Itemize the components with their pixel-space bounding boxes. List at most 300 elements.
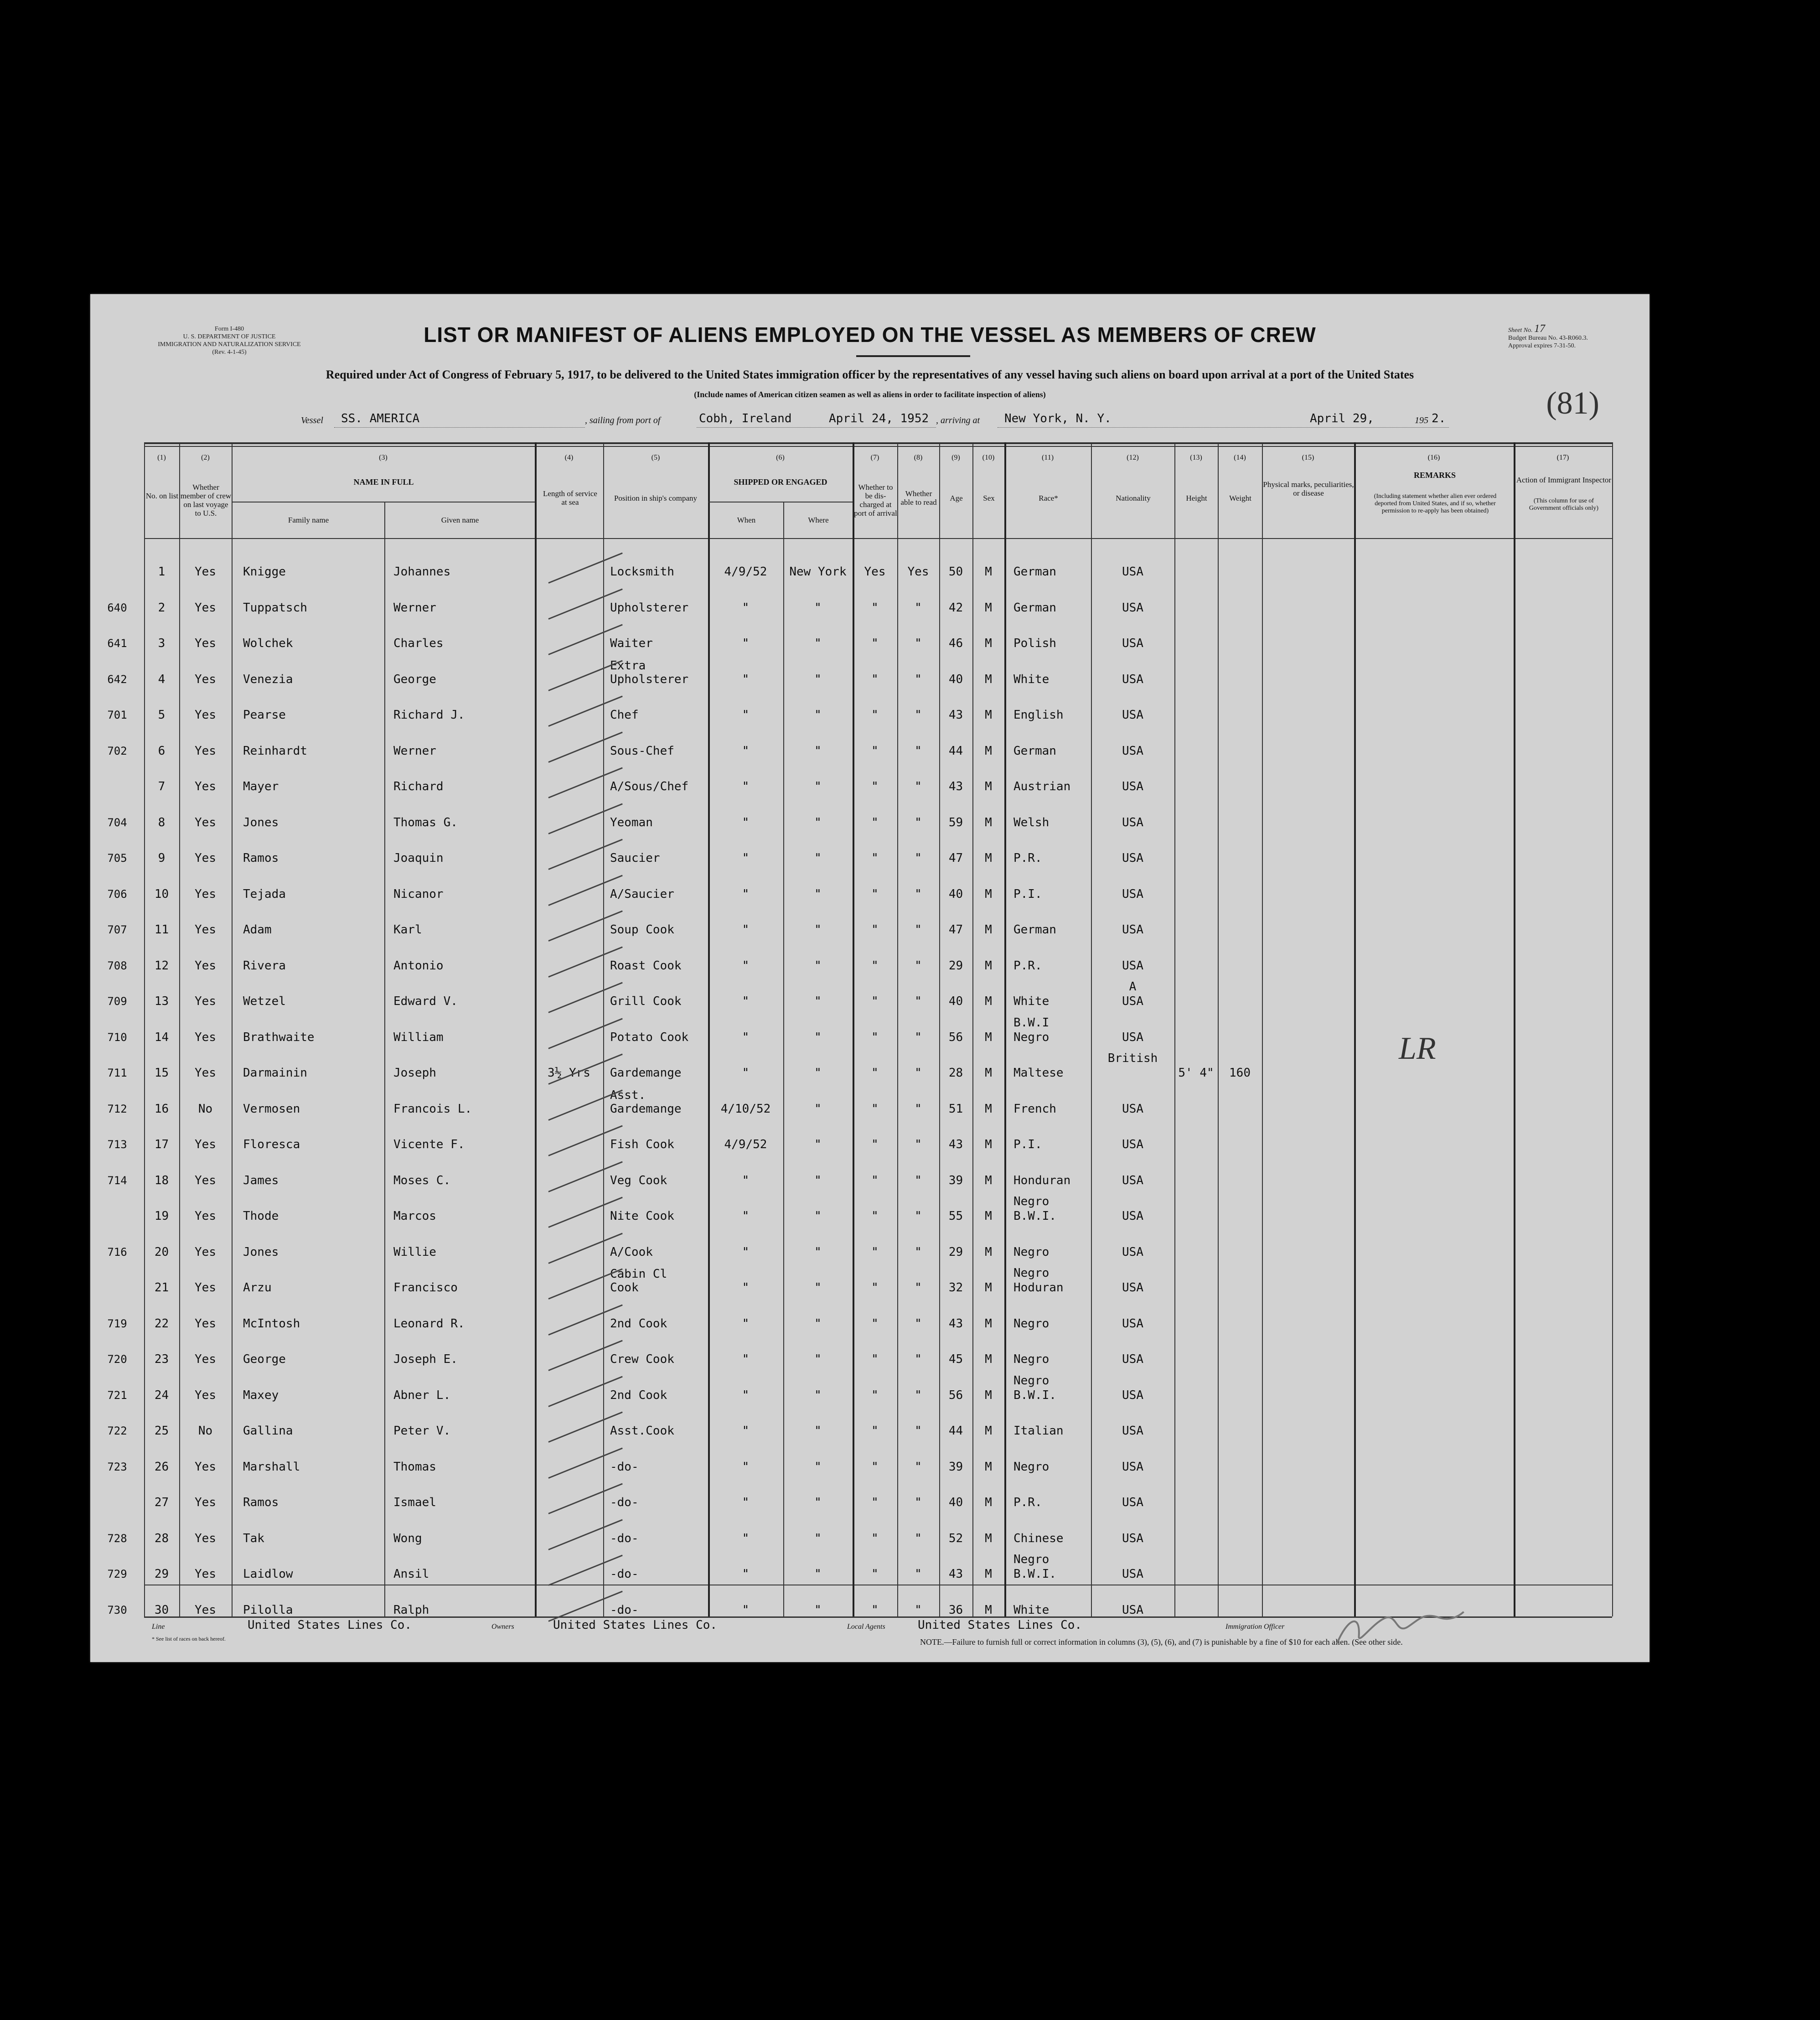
family-name: Tejada <box>243 887 286 901</box>
discharged: " <box>871 1209 879 1223</box>
given-name: Nicanor <box>393 887 444 901</box>
col-num: (5) <box>651 454 660 461</box>
shipped-when: " <box>742 994 750 1008</box>
shipped-when: " <box>742 851 750 865</box>
discharged: " <box>871 923 879 937</box>
approval-expires: Approval expires 7-31-50. <box>1508 342 1576 349</box>
age: 47 <box>948 923 963 937</box>
last-voyage: Yes <box>195 1138 216 1151</box>
discharged: " <box>871 994 879 1008</box>
age: 39 <box>948 1460 963 1474</box>
rule <box>144 446 1612 447</box>
given-name: William <box>393 1030 444 1044</box>
agents-value: United States Lines Co. <box>918 1618 1082 1632</box>
race: P.I. <box>1013 1138 1042 1151</box>
able-read: " <box>915 1030 922 1044</box>
margin-number: 706 <box>107 887 127 901</box>
list-number: 28 <box>154 1531 169 1545</box>
position: Nite Cook <box>610 1209 674 1223</box>
owners-value: United States Lines Co. <box>553 1618 718 1632</box>
age: 56 <box>948 1030 963 1044</box>
last-voyage: Yes <box>195 637 216 650</box>
last-voyage: Yes <box>195 851 216 865</box>
sex: M <box>985 1424 992 1438</box>
given-name: Abner L. <box>393 1388 451 1402</box>
nationality: USA <box>1122 1316 1143 1331</box>
discharged: " <box>871 1030 879 1044</box>
age: 50 <box>948 565 963 579</box>
discharged: " <box>871 637 879 650</box>
discharged: " <box>871 1531 879 1545</box>
shipped-where: " <box>814 815 822 829</box>
able-read: " <box>915 637 922 650</box>
margin-number: 708 <box>107 959 127 972</box>
last-voyage: Yes <box>195 744 216 758</box>
subnote: (Include names of American citizen seamen as well as aliens in order to facilitate inspection of aliens) <box>694 390 1046 399</box>
family-name: Mayer <box>243 780 279 793</box>
position: Soup Cook <box>610 923 674 937</box>
nationality: USA <box>1122 1209 1143 1223</box>
shipped-when: " <box>742 887 750 901</box>
sex: M <box>985 994 992 1008</box>
last-voyage: Yes <box>195 565 216 579</box>
shipped-when: " <box>742 1281 750 1295</box>
nationality: USA <box>1122 1388 1143 1402</box>
shipped-where: " <box>814 887 822 901</box>
sex: M <box>985 1281 992 1295</box>
sex: M <box>985 1138 992 1151</box>
position: Saucier <box>610 851 660 865</box>
age: 59 <box>948 815 963 829</box>
last-voyage: Yes <box>195 1460 216 1474</box>
sex: M <box>985 1460 992 1474</box>
age: 44 <box>948 1424 963 1438</box>
agents-label: Local Agents <box>847 1623 885 1631</box>
able-read: " <box>915 1245 922 1259</box>
crew-row <box>90 1088 1649 1127</box>
crew-row <box>90 1163 1649 1198</box>
margin-number: 713 <box>107 1138 127 1151</box>
nationality: USA <box>1122 601 1143 615</box>
race-note: Negro <box>1013 1266 1050 1280</box>
age: 29 <box>948 958 963 973</box>
height: 5' 4" <box>1178 1066 1214 1080</box>
nationality: USA <box>1122 744 1143 758</box>
shipped-when: " <box>742 1173 750 1187</box>
race: Austrian <box>1013 780 1071 793</box>
given-name: Joaquin <box>393 851 444 865</box>
revision: (Rev. 4-1-45) <box>212 349 247 356</box>
family-name: Pearse <box>243 708 286 722</box>
family-name: Tak <box>243 1531 264 1545</box>
discharged: " <box>871 887 879 901</box>
sex: M <box>985 637 992 650</box>
discharged: " <box>871 1352 879 1366</box>
sex: M <box>985 1066 992 1080</box>
nationality: USA <box>1122 887 1143 901</box>
shipped-when: " <box>742 1352 750 1366</box>
nationality: USA <box>1122 1460 1143 1474</box>
shipped-when: " <box>742 672 750 686</box>
family-name: Pilolla <box>243 1603 293 1617</box>
sheet-label: Sheet No. <box>1508 327 1533 334</box>
given-name: Ralph <box>393 1603 429 1617</box>
race: P.R. <box>1013 851 1042 865</box>
shipped-where: " <box>814 601 822 615</box>
position: -do- <box>610 1531 639 1545</box>
list-number: 10 <box>154 887 169 901</box>
race: German <box>1013 744 1056 758</box>
family-name: Gallina <box>243 1424 293 1438</box>
sex: M <box>985 1245 992 1259</box>
race: Negro <box>1013 1352 1050 1366</box>
able-read: " <box>915 994 922 1008</box>
race: German <box>1013 601 1056 615</box>
margin-number: 729 <box>107 1568 127 1580</box>
shipped-where: " <box>814 1173 822 1187</box>
header-given-name: Given name <box>441 515 479 524</box>
budget-bureau: Budget Bureau No. 43-R060.3. <box>1508 335 1588 342</box>
age: 29 <box>948 1245 963 1259</box>
shipped-where: " <box>814 1316 822 1331</box>
given-name: Richard <box>393 780 444 793</box>
last-voyage: Yes <box>195 1245 216 1259</box>
race: P.I. <box>1013 887 1042 901</box>
year-prefix: 195 <box>1415 415 1428 425</box>
nationality: USA <box>1122 708 1143 722</box>
shipped-where: " <box>814 1030 822 1044</box>
race: Welsh <box>1013 815 1050 829</box>
col-num: (13) <box>1190 454 1202 461</box>
col-num: (7) <box>870 454 879 461</box>
col-num: (6) <box>776 454 785 461</box>
nationality: USA <box>1122 815 1143 829</box>
shipped-when: " <box>742 637 750 650</box>
family-name: Wetzel <box>243 994 286 1008</box>
age: 43 <box>948 1316 963 1331</box>
shipped-when: " <box>742 1030 750 1044</box>
sex: M <box>985 1173 992 1187</box>
page-title: LIST OR MANIFEST OF ALIENS EMPLOYED ON THE VESSEL AS MEMBERS OF CREW <box>424 323 1316 347</box>
list-number: 18 <box>154 1173 169 1187</box>
race: English <box>1013 708 1064 722</box>
shipped-when: " <box>742 601 750 615</box>
family-name: Reinhardt <box>243 744 307 758</box>
family-name: George <box>243 1352 286 1366</box>
last-voyage: Yes <box>195 1066 216 1080</box>
arrival-port: New York, N. Y. <box>1004 412 1112 425</box>
position: Fish Cook <box>610 1138 674 1151</box>
nationality: USA <box>1122 565 1143 579</box>
last-voyage: Yes <box>195 1281 216 1295</box>
list-number: 1 <box>158 565 165 579</box>
shipped-when: 4/9/52 <box>724 1138 767 1151</box>
position: A/Cook <box>610 1245 653 1259</box>
list-number: 20 <box>154 1245 169 1259</box>
able-read: " <box>915 1173 922 1187</box>
given-name: Francisco <box>393 1281 458 1295</box>
margin-number: 640 <box>107 601 127 614</box>
able-read: Yes <box>907 565 929 579</box>
discharged: " <box>871 958 879 973</box>
able-read: " <box>915 780 922 793</box>
nationality-note: British <box>1107 1051 1158 1065</box>
margin-number: 711 <box>107 1067 127 1079</box>
age: 40 <box>948 994 963 1008</box>
margin-number: 722 <box>107 1424 127 1437</box>
discharged: " <box>871 708 879 722</box>
last-voyage: Yes <box>195 887 216 901</box>
header-where: Where <box>808 515 829 524</box>
able-read: " <box>915 708 922 722</box>
crew-row <box>90 626 1649 661</box>
crew-row <box>90 1234 1649 1270</box>
age: 39 <box>948 1173 963 1187</box>
shipped-where: " <box>814 708 822 722</box>
shipped-where: " <box>814 1245 822 1259</box>
position: Chef <box>610 708 639 722</box>
shipped-when: " <box>742 1531 750 1545</box>
age: 43 <box>948 1138 963 1151</box>
department: U. S. DEPARTMENT OF JUSTICE <box>183 333 276 340</box>
last-voyage: Yes <box>195 1567 216 1581</box>
crew-row <box>90 1553 1649 1592</box>
given-name: Peter V. <box>393 1424 451 1438</box>
discharged: " <box>871 815 879 829</box>
discharged: Yes <box>864 565 886 579</box>
race: German <box>1013 565 1056 579</box>
margin-number: 720 <box>107 1353 127 1366</box>
age: 56 <box>948 1388 963 1402</box>
manifest-sheet <box>90 294 1649 1662</box>
discharged: " <box>871 1138 879 1151</box>
family-name: Wolchek <box>243 637 293 650</box>
able-read: " <box>915 1209 922 1223</box>
shipped-when: 4/9/52 <box>724 565 767 579</box>
shipped-where: " <box>814 672 822 686</box>
list-number: 4 <box>158 672 165 686</box>
last-voyage: Yes <box>195 1496 216 1509</box>
race: German <box>1013 923 1056 937</box>
position: Potato Cook <box>610 1030 689 1044</box>
able-read: " <box>915 1316 922 1331</box>
shipped-where: " <box>814 1531 822 1545</box>
given-name: Antonio <box>393 958 444 973</box>
list-number: 16 <box>154 1102 169 1116</box>
shipped-when: " <box>742 1424 750 1438</box>
family-name: Adam <box>243 923 272 937</box>
rule <box>144 538 1612 539</box>
shipped-when: " <box>742 1496 750 1509</box>
header-remarks-note: (Including statement whether alien ever ordered deported from United States, and if so, whether permission to re-apply has been obtained) <box>1374 493 1497 514</box>
discharged: " <box>871 1496 879 1509</box>
nationality: USA <box>1122 1281 1143 1295</box>
form-number: Form I-480 <box>214 326 244 332</box>
header-physical: Physical marks, peculiarities, or disease <box>1263 480 1354 497</box>
age: 42 <box>948 601 963 615</box>
sex: M <box>985 1352 992 1366</box>
sex: M <box>985 1316 992 1331</box>
shipped-where: " <box>814 1567 822 1581</box>
position: Asst.Cook <box>610 1424 674 1438</box>
given-name: Joseph <box>393 1066 436 1080</box>
able-read: " <box>915 672 922 686</box>
race: Polish <box>1013 637 1056 650</box>
crew-row <box>90 948 1649 984</box>
service-length: 3½ Yrs <box>548 1066 590 1080</box>
race-note: B.W.I <box>1013 1015 1050 1030</box>
header-able-read: Whether able to read <box>900 489 937 507</box>
race: White <box>1013 994 1050 1008</box>
family-name: Laidlow <box>243 1567 293 1581</box>
last-voyage: Yes <box>195 923 216 937</box>
able-read: " <box>915 1352 922 1366</box>
position: Cabin Cl Cook <box>610 1267 667 1295</box>
family-name: Jones <box>243 1245 279 1259</box>
subtitle: Required under Act of Congress of February 5, 1917, to be delivered to the United States immigration officer by the representatives of any vessel having such aliens on board upon arrival at a port of the United States <box>326 368 1414 381</box>
sex: M <box>985 744 992 758</box>
position: 2nd Cook <box>610 1388 667 1402</box>
crew-row <box>90 733 1649 769</box>
nationality: USA <box>1122 1352 1143 1366</box>
race: B.W.I. <box>1013 1209 1056 1223</box>
given-name: George <box>393 672 436 686</box>
line-value: United States Lines Co. <box>248 1618 412 1632</box>
margin-number: 707 <box>107 923 127 936</box>
sex: M <box>985 815 992 829</box>
sex: M <box>985 1030 992 1044</box>
given-name: Willie <box>393 1245 436 1259</box>
position: Crew Cook <box>610 1352 674 1366</box>
shipped-where: " <box>814 1209 822 1223</box>
age: 46 <box>948 637 963 650</box>
race-footnote: * See list of races on back hereof. <box>152 1636 226 1642</box>
age: 44 <box>948 744 963 758</box>
nationality: USA <box>1122 994 1143 1008</box>
col-num: (14) <box>1234 454 1246 461</box>
shipped-when: " <box>742 815 750 829</box>
shipped-where: " <box>814 923 822 937</box>
family-name: James <box>243 1173 279 1187</box>
nationality: USA <box>1122 780 1143 793</box>
last-voyage: Yes <box>195 1531 216 1545</box>
last-voyage: Yes <box>195 815 216 829</box>
margin-number: 704 <box>107 816 127 829</box>
list-number: 2 <box>158 601 165 615</box>
last-voyage: Yes <box>195 958 216 973</box>
col-num: (4) <box>564 454 574 461</box>
shipped-where: " <box>814 744 822 758</box>
age: 36 <box>948 1603 963 1617</box>
margin-number: 701 <box>107 709 127 721</box>
col-num: (8) <box>914 454 923 461</box>
list-number: 19 <box>154 1209 169 1223</box>
list-number: 22 <box>154 1316 169 1331</box>
age: 52 <box>948 1531 963 1545</box>
race: Negro <box>1013 1030 1050 1044</box>
owners-label: Owners <box>491 1623 514 1631</box>
last-voyage: Yes <box>195 1352 216 1366</box>
age: 51 <box>948 1102 963 1116</box>
age: 40 <box>948 1496 963 1509</box>
family-name: Floresca <box>243 1138 300 1151</box>
sex: M <box>985 565 992 579</box>
sheet-count: (81) <box>1546 386 1599 421</box>
list-number: 14 <box>154 1030 169 1044</box>
shipped-when: " <box>742 958 750 973</box>
position: -do- <box>610 1496 639 1509</box>
family-name: Maxey <box>243 1388 279 1402</box>
year-suffix: 2. <box>1432 412 1446 425</box>
able-read: " <box>915 815 922 829</box>
list-number: 3 <box>158 637 165 650</box>
sex: M <box>985 1531 992 1545</box>
age: 40 <box>948 672 963 686</box>
discharged: " <box>871 780 879 793</box>
last-voyage: Yes <box>195 1209 216 1223</box>
margin-number: 721 <box>107 1388 127 1402</box>
service-name: IMMIGRATION AND NATURALIZATION SERVICE <box>158 341 301 348</box>
family-name: Jones <box>243 815 279 829</box>
list-number: 25 <box>154 1424 169 1438</box>
shipped-when: " <box>742 780 750 793</box>
nationality: USA <box>1122 958 1143 973</box>
race-note: Negro <box>1013 1373 1050 1388</box>
shipped-when: " <box>742 923 750 937</box>
shipped-where: " <box>814 1138 822 1151</box>
line-label: Line <box>152 1623 165 1631</box>
shipped-when: " <box>742 1567 750 1581</box>
race-note: Negro <box>1013 1195 1050 1208</box>
position: -do- <box>610 1603 639 1617</box>
age: 32 <box>948 1281 963 1295</box>
sex: M <box>985 1388 992 1402</box>
last-voyage: No <box>198 1102 213 1116</box>
shipped-where: " <box>814 1496 822 1509</box>
last-voyage: Yes <box>195 1316 216 1331</box>
list-number: 5 <box>158 708 165 722</box>
margin-number: 714 <box>107 1174 127 1187</box>
race-note: Negro <box>1013 1553 1050 1566</box>
shipped-when: " <box>742 1066 750 1080</box>
age: 55 <box>948 1209 963 1223</box>
position: A/Sous/Chef <box>610 780 689 793</box>
col-num: (10) <box>982 454 995 461</box>
family-name: Ramos <box>243 851 279 865</box>
margin-number: 642 <box>107 673 127 686</box>
able-read: " <box>915 1388 922 1402</box>
shipped-where: " <box>814 1102 822 1116</box>
family-name: Vermosen <box>243 1102 300 1116</box>
weight: 160 <box>1229 1066 1251 1080</box>
race: Negro <box>1013 1316 1050 1331</box>
list-number: 30 <box>154 1603 169 1617</box>
margin-number: 716 <box>107 1245 127 1259</box>
family-name: Venezia <box>243 672 293 686</box>
discharged: " <box>871 1173 879 1187</box>
shipped-where: " <box>814 1388 822 1402</box>
last-voyage: Yes <box>195 1030 216 1044</box>
header-race: Race* <box>1039 493 1058 502</box>
shipped-where: " <box>814 1352 822 1366</box>
arriving-label: , arriving at <box>936 415 980 425</box>
last-voyage: Yes <box>195 708 216 722</box>
header-sex: Sex <box>983 493 995 502</box>
sex: M <box>985 958 992 973</box>
age: 45 <box>948 1352 963 1366</box>
able-read: " <box>915 923 922 937</box>
list-number: 27 <box>154 1496 169 1509</box>
